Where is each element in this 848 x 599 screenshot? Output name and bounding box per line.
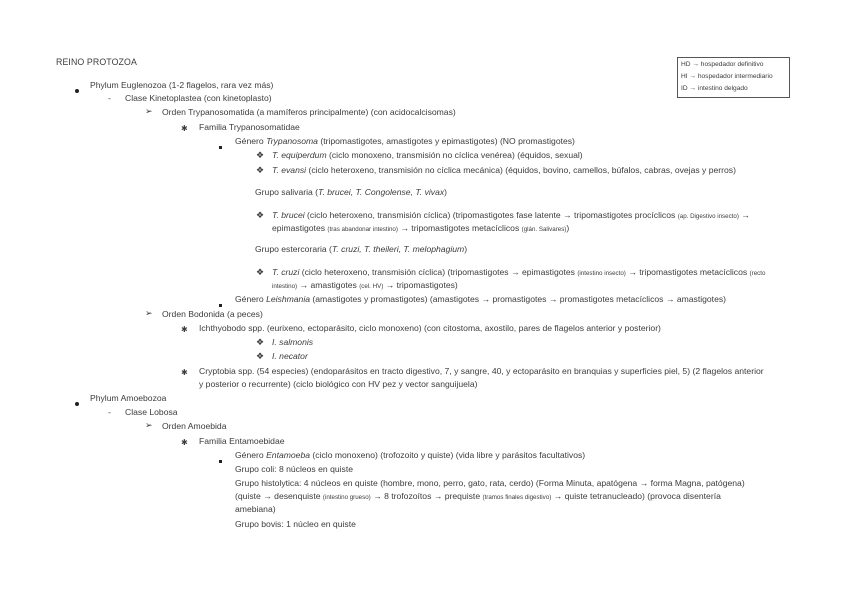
diamond-bullet-icon: ❖: [256, 337, 265, 347]
ichthyobodo: Ichthyobodo spp. (eurixeno, ectoparásito, ciclo monoxeno) (con citostoma, axostilo, pares de flagelos anterior y posterior): [199, 323, 661, 333]
arrow-bullet-icon: ➢: [145, 420, 153, 430]
arrow-bullet-icon: ➢: [145, 106, 153, 116]
t-brucei-line2: epimastigotes (tras abandonar intestino) → tripomastigotes metacíclicos (glán. Salivares)): [272, 223, 570, 233]
orden-amoebida: Orden Amoebida: [162, 421, 227, 431]
square-bullet-icon: [219, 140, 222, 153]
familia-entamoebidae: Familia Entamoebidae: [199, 436, 285, 446]
phylum-euglenozoa: Phylum Euglenozoa (1-2 flagelos, rara vez más): [90, 80, 274, 90]
grupo-estercoraria: Grupo estercoraria (T. cruzi, T. theileri, T. melophagium): [255, 244, 468, 254]
phylum-amoebozoa: Phylum Amoebozoa: [90, 393, 167, 403]
t-cruzi-line1: T. cruzi (ciclo heteroxeno, transmisión cíclica) (tripomastigotes → epimastigotes (intestino insecto) → tripomastigotes metacíclicos (recto: [272, 267, 766, 277]
round-bullet-icon: [75, 397, 79, 410]
dash-bullet-icon: -: [108, 407, 111, 417]
grupo-histolytica-line3: amebiana): [235, 504, 276, 514]
t-brucei-line1: T. brucei (ciclo heteroxeno, transmisión cíclica) (tripomastigotes fase latente → tripomastigotes procíclicos (ap. Digestivo insecto) →: [272, 210, 750, 220]
orden-trypanosomatida: Orden Trypanosomatida (a mamíferos principalmente) (con acidocalcisomas): [162, 107, 456, 117]
clase-kinetoplastea: Clase Kinetoplastea (con kinetoplasto): [125, 93, 272, 103]
grupo-histolytica-line1: Grupo histolytica: 4 núcleos en quiste (hombre, mono, perro, gato, rata, cerdo) (Forma Minuta, apatógena → forma Magna, patógena): [235, 478, 745, 488]
legend-box: [677, 57, 790, 98]
diamond-bullet-icon: ❖: [256, 165, 265, 175]
diamond-bullet-icon: ❖: [256, 267, 265, 277]
i-necator: I. necator: [272, 351, 308, 361]
diamond-bullet-icon: ❖: [256, 210, 265, 220]
genero-entamoeba: Género Entamoeba (ciclo monoxeno) (trofozoito y quiste) (vida libre y parásitos facultativos): [235, 450, 586, 460]
star-bullet-icon: ✱: [181, 124, 188, 133]
genero-leishmania: Género Leishmania (amastigotes y promastigotes) (amastigotes → promastigotes → promastigotes metacíclicos → amastigotes): [235, 294, 727, 304]
star-bullet-icon: ✱: [181, 438, 188, 447]
familia-trypanosomatidae: Familia Trypanosomatidae: [199, 122, 300, 132]
i-salmonis: I. salmonis: [272, 337, 314, 347]
arrow-bullet-icon: ➢: [145, 308, 153, 318]
grupo-histolytica-line2: (quiste → desenquiste (intestino grueso) → 8 trofozoítos → prequiste (tramos finales digestivo) → quiste tetranucleado) (provoca disentería: [235, 491, 721, 501]
page-title: REINO PROTOZOA: [56, 57, 137, 67]
round-bullet-icon: [75, 84, 79, 97]
legend-hi: HI → hospedador intermediario: [681, 73, 773, 80]
square-bullet-icon: [219, 454, 222, 467]
genero-trypanosoma: Género Trypanosoma (tripomastigotes, amastigotes y epimastigotes) (NO promastigotes): [235, 136, 575, 146]
t-cruzi-line2: intestino) → amastigotes (cel. HV) → tripomastigotes): [272, 280, 458, 290]
t-equiperdum: T. equiperdum (ciclo monoxeno, transmisión no cíclica venérea) (équidos, sexual): [272, 150, 583, 160]
star-bullet-icon: ✱: [181, 325, 188, 334]
cryptobia-line1: Cryptobia spp. (54 especies) (endoparásitos en tracto digestivo, 7, y sangre, 40, y ectoparásito en branquias y superficies piel, 5) (2 flagelos anterior: [199, 366, 764, 376]
grupo-salivaria: Grupo salivaria (T. brucei, T. Congolense, T. vivax): [255, 187, 448, 197]
clase-lobosa: Clase Lobosa: [125, 407, 178, 417]
grupo-coli: Grupo coli: 8 núcleos en quiste: [235, 464, 353, 474]
dash-bullet-icon: -: [108, 93, 111, 103]
legend-id: ID → intestino delgado: [681, 85, 748, 92]
diamond-bullet-icon: ❖: [256, 150, 265, 160]
star-bullet-icon: ✱: [181, 368, 188, 377]
t-evansi: T. evansi (ciclo heteroxeno, transmisión no cíclica mecánica) (équidos, bovino, camellos, búfalos, cabras, ovejas y perros): [272, 165, 736, 175]
orden-bodonida: Orden Bodonida (a peces): [162, 309, 263, 319]
diamond-bullet-icon: ❖: [256, 351, 265, 361]
grupo-bovis: Grupo bovis: 1 núcleo en quiste: [235, 519, 356, 529]
legend-hd: HD → hospedador definitivo: [681, 61, 764, 68]
cryptobia-line2: y posterior o recurrente) (ciclo biológico con HV pez y vector sanguijuela): [199, 379, 478, 389]
